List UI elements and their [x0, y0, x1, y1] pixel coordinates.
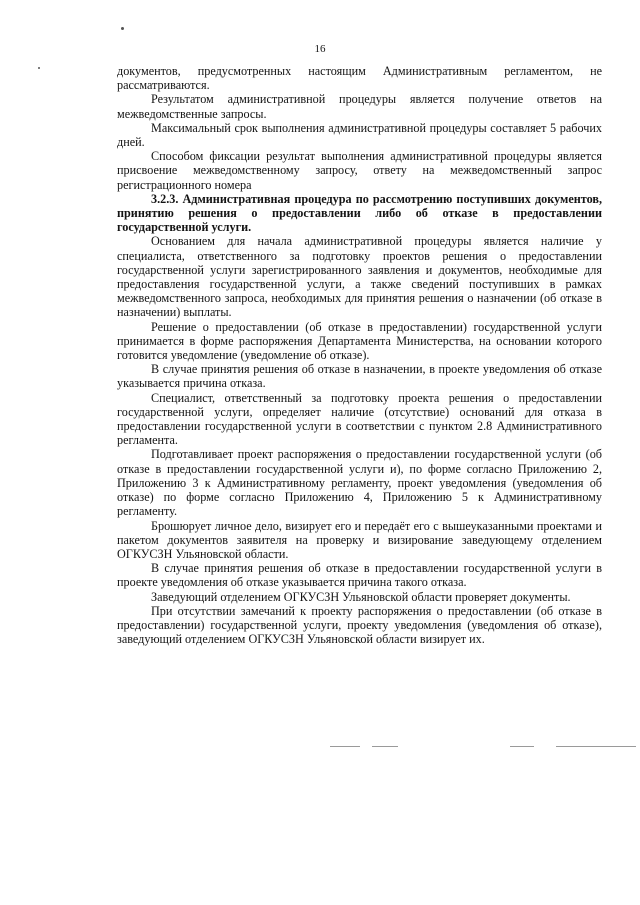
- paragraph: Брошюрует личное дело, визирует его и передаёт его с вышеуказанными проектами и пакетом документов заявителя на проверку и визирование заведующему отделением ОГКУСЗН Ульяновской области.: [117, 518, 602, 561]
- scan-speck: [121, 27, 124, 30]
- section-heading: 3.2.3. Административная процедура по рассмотрению поступивших документов, принятию решения о предоставлении либо об отказе в предоставлении государственной услуги.: [117, 191, 602, 235]
- paragraph: Подготавливает проект распоряжения о предоставлении государственной услуги (об отказе в предоставлении государственной услуги и), по форме согласно Приложению 2, Приложению 3 к Административному регламенту, проект уведомления (уведомления об отказе) по форме согласно Приложению 4, Приложению 5 к Административному регламенту.: [117, 447, 602, 519]
- document-body: [117, 64, 602, 646]
- paragraph: При отсутствии замечаний к проекту распоряжения о предоставлении (об отказе в предоставлении) государственной услуги, проекту уведомления (уведомления об отказе), заведующий отделением ОГКУСЗН Ульяновской области визирует их.: [117, 603, 602, 647]
- page-number: 16: [314, 43, 326, 55]
- paragraph: Максимальный срок выполнения административной процедуры составляет 5 рабочих дней.: [117, 120, 602, 150]
- scan-line: [372, 746, 398, 747]
- paragraph: документов, предусмотренных настоящим Административным регламентом, не рассматриваются.: [117, 64, 602, 93]
- paragraph: В случае принятия решения об отказе в предоставлении государственной услуги в проекте уведомления об отказе указывается причина такого отказа.: [117, 561, 602, 590]
- paragraph: Специалист, ответственный за подготовку проекта решения о предоставлении государственной услуги, определяет наличие (отсутствие) оснований для отказа в предоставлении государственной услуги в соответствии с пунктом 2.8 Административного регламента.: [117, 390, 602, 448]
- scan-speck: [38, 67, 40, 69]
- scan-line: [510, 746, 534, 747]
- paragraph: Способом фиксации результат выполнения административной процедуры является присвоение межведомственному запросу, ответу на межведомственный запрос регистрационного номера: [117, 149, 602, 192]
- scan-line: [556, 746, 636, 747]
- paragraph: Основанием для начала административной процедуры является наличие у специалиста, ответственного за подготовку проектов решения о предоставлении государственной услуги зарегистрированного заявления и документов, необходимые для предоставления государственной услуги, а также сведений поступивших в рамках межведомственного запроса, необходимых для принятия решения о назначении (об отказе в назначении) выплаты.: [117, 234, 602, 320]
- paragraph: Результатом административной процедуры является получение ответов на межведомственные запросы.: [117, 92, 602, 121]
- paragraph: Заведующий отделением ОГКУСЗН Ульяновской области проверяет документы.: [151, 589, 571, 604]
- paragraph: Решение о предоставлении (об отказе в предоставлении) государственной услуги принимается в форме распоряжения Департамента Министерства, на основании которого готовится уведомление (уведомление об отказе).: [117, 319, 602, 363]
- scan-line: [330, 746, 360, 747]
- paragraph: В случае принятия решения об отказе в назначении, в проекте уведомления об отказе указывается причина отказа.: [117, 362, 602, 391]
